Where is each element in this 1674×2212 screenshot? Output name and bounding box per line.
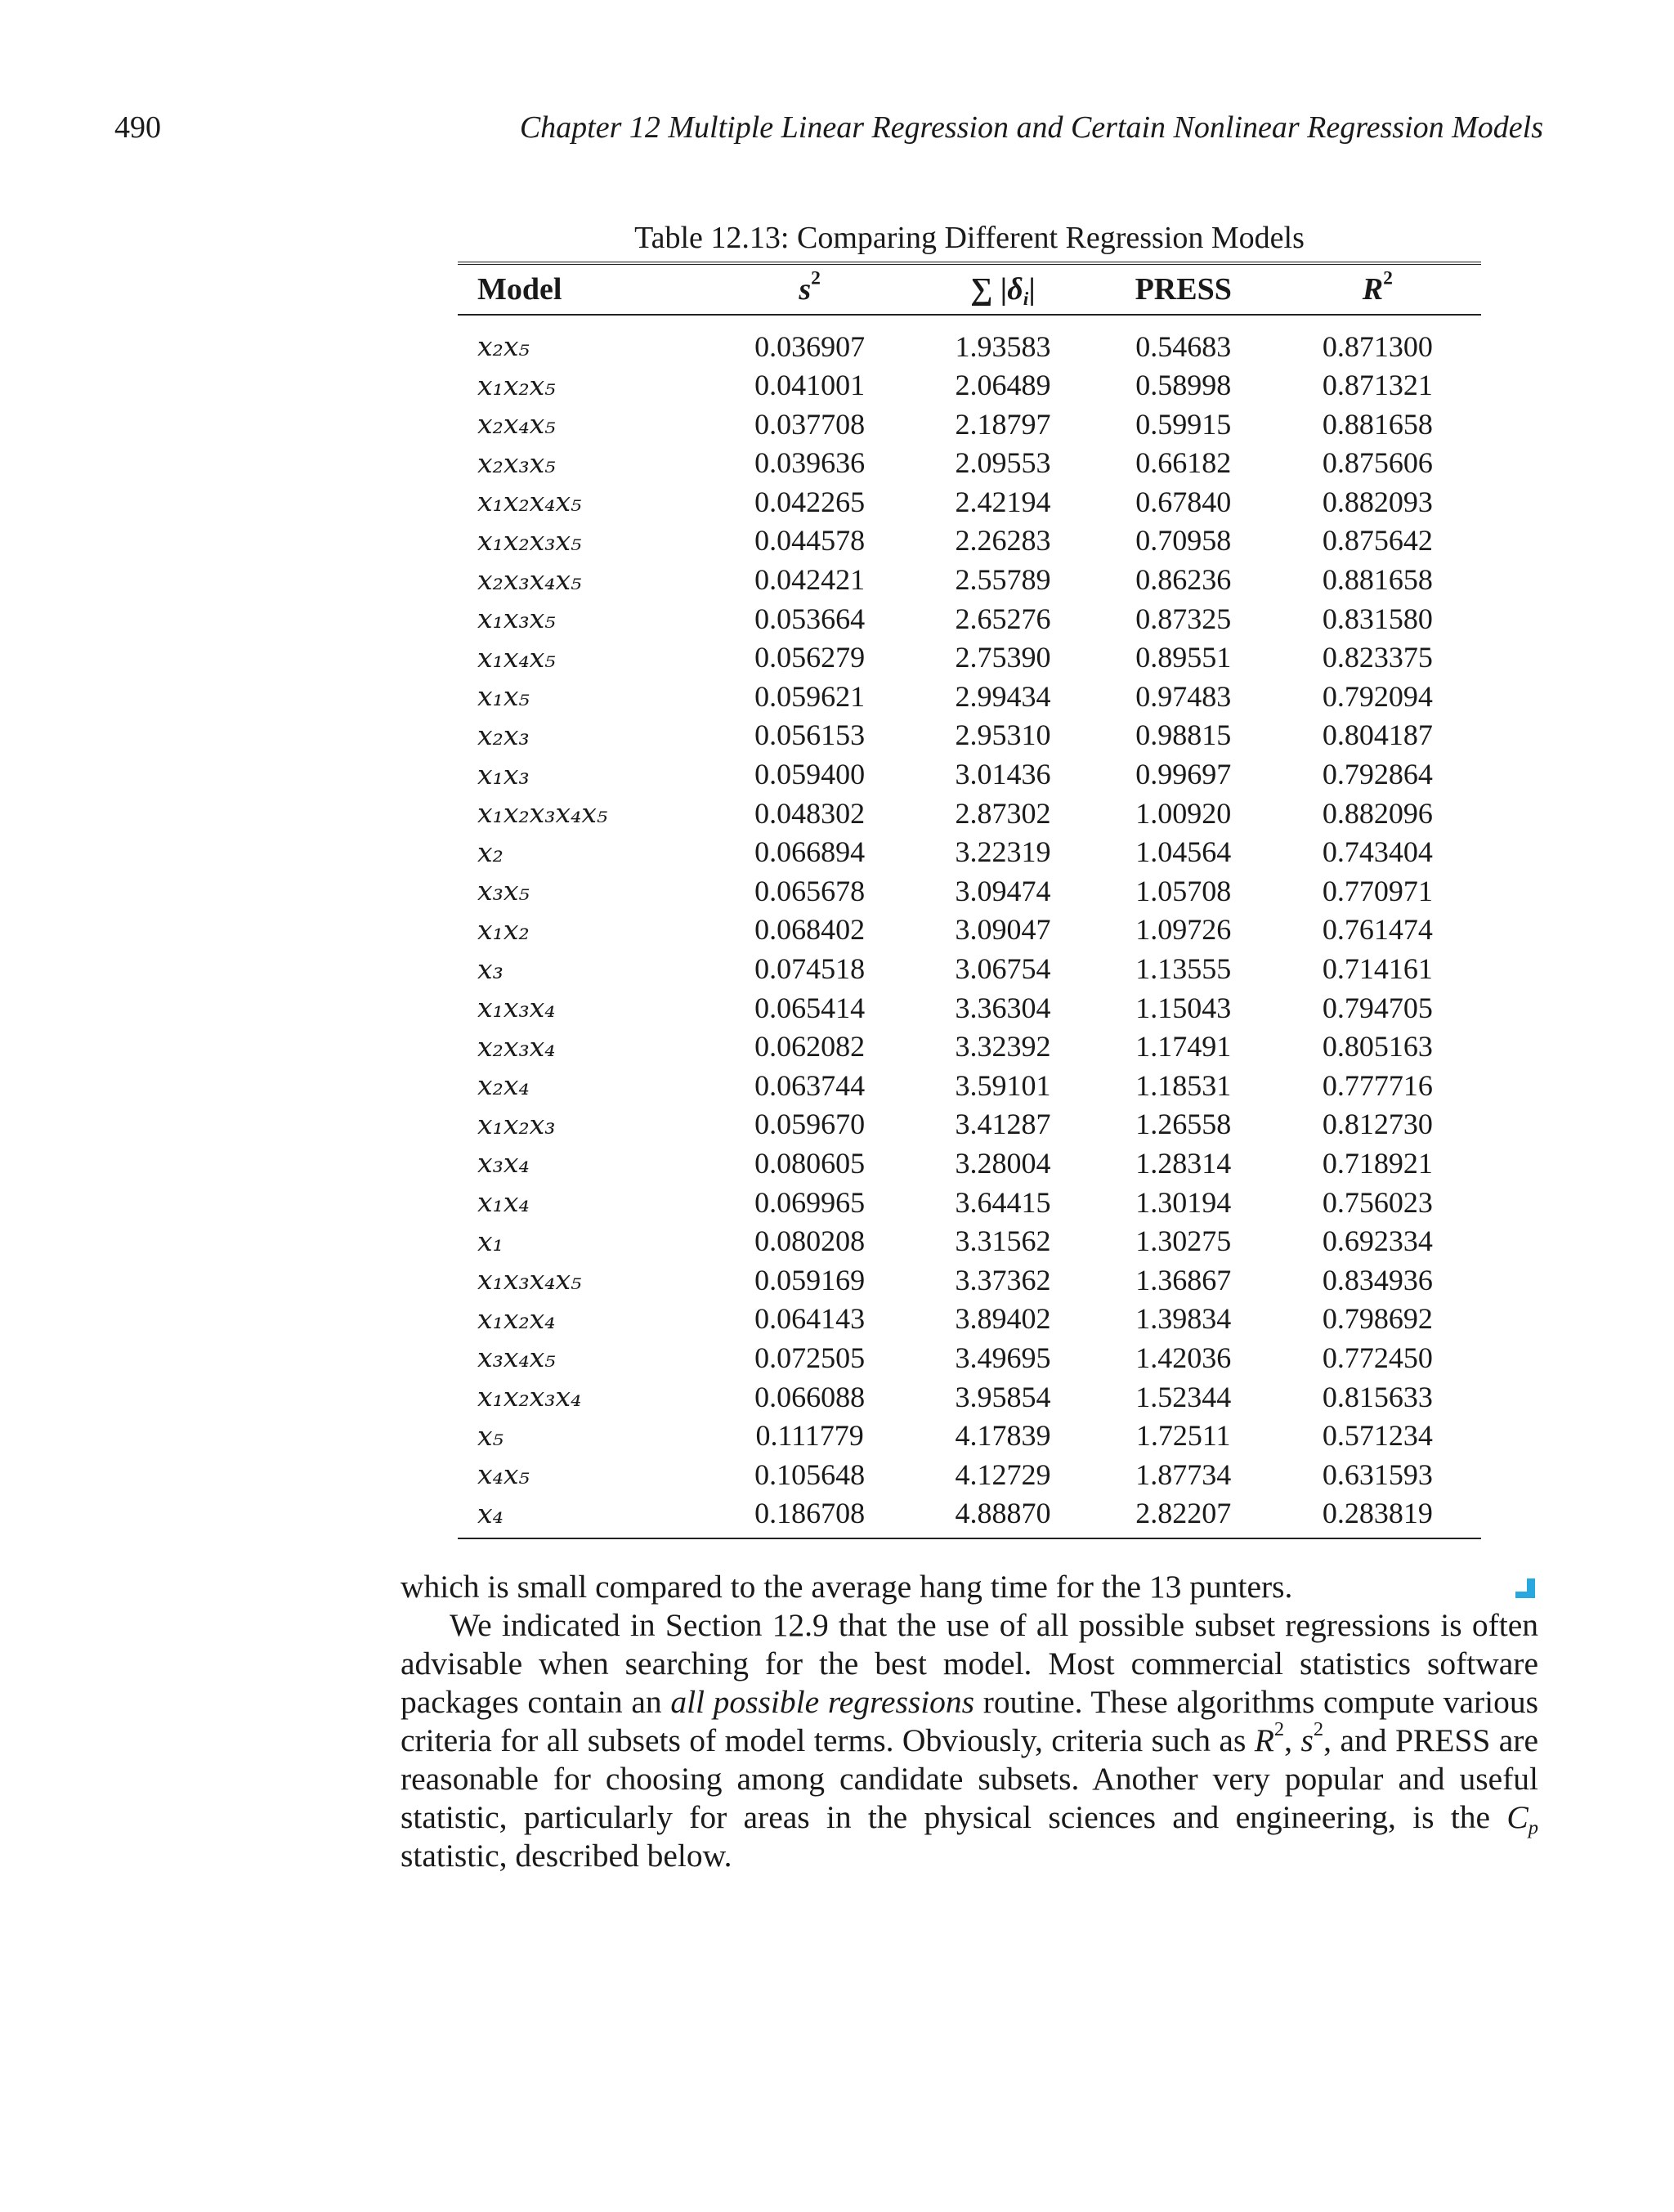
cell-sum-abs-delta: 3.89402 (955, 1302, 1051, 1336)
model-terms: x₂x₃x₄ (477, 1030, 556, 1063)
cell-r-squared: 0.882093 (1322, 485, 1433, 518)
cell-sum-abs-delta: 2.95310 (955, 719, 1051, 752)
cell-model (458, 1417, 706, 1456)
cell-s-squared: 0.066894 (754, 835, 866, 869)
model-terms: x₁x₂ (477, 913, 530, 946)
cell-r-squared: 0.756023 (1322, 1185, 1433, 1219)
cell-s-squared: 0.059169 (754, 1263, 866, 1296)
cell-press: 1.36867 (1135, 1263, 1232, 1296)
model-terms: x₅ (477, 1419, 504, 1452)
page-number: 490 (114, 110, 161, 145)
table-row (458, 833, 1481, 872)
running-head: Chapter 12 Multiple Linear Regression and Certain Nonlinear Regression Models (519, 110, 1543, 145)
model-terms: x₁ (477, 1225, 504, 1257)
table-row (458, 405, 1481, 444)
cell-s-squared: 0.074518 (754, 952, 866, 985)
cell-sum-abs-delta: 3.37362 (955, 1263, 1051, 1296)
cell-r-squared: 0.875606 (1322, 446, 1433, 480)
cell-sum-abs-delta: 3.22319 (955, 835, 1051, 869)
cell-s-squared: 0.048302 (754, 796, 866, 830)
table-row (458, 1222, 1481, 1261)
model-terms: x₁x₂x₃x₄x₅ (477, 797, 608, 830)
model-terms: x₁x₃x₄x₅ (477, 1264, 582, 1296)
table-row (458, 599, 1481, 638)
cell-press: 0.54683 (1135, 329, 1232, 363)
model-terms: x₃x₄ (477, 1147, 530, 1180)
model-terms: x₃x₅ (477, 875, 530, 907)
para2-part-b: routine. These algorithms compute various criteria for all subsets of model terms. Obviously, criteria such as (401, 1684, 1539, 1758)
cell-r-squared: 0.792094 (1322, 679, 1433, 713)
table-row (458, 1260, 1481, 1300)
cell-s-squared: 0.066088 (754, 1380, 866, 1413)
model-terms: x₂x₃ (477, 719, 530, 751)
cell-model (458, 1144, 706, 1183)
cell-model (458, 1028, 706, 1067)
s-squared-exponent: 2 (1313, 1717, 1324, 1740)
model-terms: x₂x₃x₄x₅ (477, 563, 582, 596)
cell-sum-abs-delta: 2.42194 (955, 485, 1051, 518)
cell-s-squared: 0.080208 (754, 1225, 866, 1258)
cell-r-squared: 0.743404 (1322, 835, 1433, 869)
table-row (458, 1028, 1481, 1067)
header-s-squared (706, 263, 913, 315)
cell-s-squared: 0.039636 (754, 446, 866, 480)
cell-model (458, 1066, 706, 1105)
cell-r-squared: 0.804187 (1322, 719, 1433, 752)
cell-model (458, 405, 706, 444)
cell-s-squared: 0.069965 (754, 1185, 866, 1219)
header-model: Model (477, 272, 562, 307)
cell-s-squared: 0.059621 (754, 679, 866, 713)
model-terms: x₁x₂x₅ (477, 369, 556, 401)
cell-s-squared: 0.065414 (754, 991, 866, 1024)
header-sum-symbol: ∑ (970, 272, 993, 307)
cell-r-squared: 0.770971 (1322, 874, 1433, 907)
cell-s-squared: 0.044578 (754, 524, 866, 557)
paragraph-subset-regressions (401, 1606, 1538, 1875)
cell-s-squared: 0.064143 (754, 1302, 866, 1336)
cell-model (458, 444, 706, 483)
para2-comma: , (1284, 1722, 1301, 1758)
cell-s-squared: 0.068402 (754, 913, 866, 947)
cell-r-squared: 0.283819 (1274, 1494, 1481, 1539)
model-terms: x₁x₄x₅ (477, 641, 556, 674)
r-squared-symbol: R (1254, 1722, 1274, 1758)
model-terms: x₂x₃x₅ (477, 446, 556, 479)
cell-press: 1.30275 (1135, 1225, 1232, 1258)
cell-model (458, 522, 706, 561)
cell-press: 1.00920 (1135, 796, 1232, 830)
cell-sum-abs-delta: 3.01436 (955, 758, 1051, 791)
para2-part-d: statistic, described below. (401, 1838, 732, 1874)
cell-r-squared: 0.831580 (1322, 602, 1433, 635)
cell-s-squared: 0.037708 (754, 407, 866, 441)
cell-s-squared: 0.056153 (754, 719, 866, 752)
cell-model (458, 482, 706, 522)
cell-r-squared: 0.815633 (1322, 1380, 1433, 1413)
cell-press: 1.18531 (1135, 1068, 1232, 1102)
cell-r-squared: 0.871321 (1322, 369, 1433, 402)
table-body (458, 315, 1481, 1538)
cell-sum-abs-delta: 4.17839 (955, 1419, 1051, 1453)
cell-sum-abs-delta: 4.12729 (955, 1458, 1051, 1491)
cell-press: 0.86236 (1135, 563, 1232, 597)
cell-r-squared: 0.631593 (1322, 1458, 1433, 1491)
model-terms: x₂x₄ (477, 1069, 530, 1102)
para2-part-c: , and PRESS are reasonable for choosing among candidate subsets. Another very popular and useful statistic, particularly for areas in the physical sciences and engineering, is the (401, 1722, 1538, 1835)
cp-symbol: C (1506, 1799, 1529, 1835)
cell-r-squared: 0.812730 (1322, 1108, 1433, 1141)
table-row (458, 911, 1481, 950)
cell-press: 0.87325 (1135, 602, 1232, 635)
model-terms: x₁x₂x₄ (477, 1302, 556, 1335)
header-s-exponent: 2 (811, 267, 821, 289)
cell-sum-abs-delta: 2.99434 (955, 679, 1051, 713)
cell-s-squared: 0.072505 (754, 1341, 866, 1374)
model-terms: x₂ (477, 835, 504, 868)
cell-press: 1.05708 (1135, 874, 1232, 907)
cell-r-squared: 0.871300 (1322, 329, 1433, 363)
cell-sum-abs-delta: 2.65276 (955, 602, 1051, 635)
cell-sum-abs-delta: 2.06489 (955, 369, 1051, 402)
table-row (458, 794, 1481, 833)
cell-r-squared: 0.714161 (1322, 952, 1433, 985)
cell-s-squared: 0.042265 (754, 485, 866, 518)
cell-model (458, 950, 706, 989)
cell-model (458, 716, 706, 755)
table-row (458, 755, 1481, 795)
table-row (458, 1300, 1481, 1339)
cell-r-squared: 0.718921 (1322, 1146, 1433, 1180)
cell-model (458, 366, 706, 405)
cell-r-squared: 0.792864 (1322, 758, 1433, 791)
cell-s-squared: 0.062082 (754, 1030, 866, 1063)
model-terms: x₁x₂x₃ (477, 1108, 556, 1140)
cell-press: 0.98815 (1135, 719, 1232, 752)
paragraph-conclusion (401, 1568, 1538, 1606)
r-squared-exponent: 2 (1273, 1717, 1285, 1740)
header-press: PRESS (1135, 272, 1232, 307)
header-s-symbol: s (799, 272, 812, 307)
cell-sum-abs-delta: 1.93583 (955, 329, 1051, 363)
cell-press: 0.99697 (1135, 758, 1232, 791)
header-r-symbol: R (1362, 272, 1384, 307)
cell-sum-abs-delta: 3.09474 (955, 874, 1051, 907)
cell-sum-abs-delta: 2.87302 (955, 796, 1051, 830)
cell-press: 1.42036 (1135, 1341, 1232, 1374)
cell-model (458, 561, 706, 600)
table-row (458, 366, 1481, 405)
cell-s-squared: 0.036907 (754, 329, 866, 363)
cell-model (458, 1494, 706, 1539)
cell-r-squared: 0.571234 (1322, 1419, 1433, 1453)
cell-press: 0.70958 (1135, 524, 1232, 557)
cell-sum-abs-delta: 2.55789 (955, 563, 1051, 597)
table-row (458, 638, 1481, 678)
cell-sum-abs-delta: 2.75390 (955, 641, 1051, 674)
model-terms: x₁x₂x₃x₅ (477, 524, 582, 557)
cell-press: 1.72511 (1135, 1419, 1231, 1453)
cell-model (458, 871, 706, 911)
cell-sum-abs-delta: 3.28004 (955, 1146, 1051, 1180)
cell-model (458, 599, 706, 638)
cell-model (458, 1338, 706, 1377)
cell-s-squared: 0.041001 (754, 369, 866, 402)
cell-r-squared: 0.772450 (1322, 1341, 1433, 1374)
cell-r-squared: 0.875642 (1322, 524, 1433, 557)
cell-model (458, 833, 706, 872)
cell-r-squared: 0.834936 (1322, 1263, 1433, 1296)
table-row (458, 716, 1481, 755)
cell-r-squared: 0.777716 (1322, 1068, 1433, 1102)
cell-model (458, 911, 706, 950)
model-terms: x₃x₄x₅ (477, 1341, 556, 1374)
model-terms: x₄x₅ (477, 1458, 530, 1491)
cell-r-squared: 0.805163 (1322, 1030, 1433, 1063)
table-row (458, 1066, 1481, 1105)
cell-model (458, 1300, 706, 1339)
cell-sum-abs-delta: 3.32392 (955, 1030, 1051, 1063)
model-terms: x₁x₅ (477, 680, 530, 713)
cell-press: 1.39834 (1135, 1302, 1232, 1336)
cell-model (458, 794, 706, 833)
cell-press: 1.28314 (1135, 1146, 1232, 1180)
cell-model (458, 315, 706, 366)
model-terms: x₁x₂x₃x₄ (477, 1381, 582, 1413)
regression-models-table (458, 262, 1481, 1539)
cell-s-squared: 0.105648 (754, 1458, 866, 1491)
table-row (458, 988, 1481, 1028)
cell-r-squared: 0.798692 (1322, 1302, 1433, 1336)
table-header-row (458, 263, 1481, 315)
cell-press: 1.13555 (1135, 952, 1232, 985)
para2-part-a: We indicated in Section 12.9 that the use of all possible subset regressions is often advisable when searching for the best model. Most commercial statistics software packages contain an (401, 1607, 1538, 1720)
end-of-example-icon (1515, 1578, 1535, 1598)
cell-press: 1.09726 (1135, 913, 1232, 947)
cell-sum-abs-delta: 3.06754 (955, 952, 1051, 985)
cell-model (458, 1260, 706, 1300)
cell-press: 1.30194 (1135, 1185, 1232, 1219)
model-terms: x₄ (477, 1497, 504, 1529)
header-sum-abs-delta (913, 263, 1093, 315)
table-caption: Table 12.13: Comparing Different Regression Models (634, 221, 1305, 255)
conclusion-sentence: which is small compared to the average hang time for the 13 punters. (401, 1569, 1293, 1605)
cell-r-squared: 0.881658 (1322, 563, 1433, 597)
table-row (458, 950, 1481, 989)
cell-model (458, 1183, 706, 1222)
cell-s-squared: 0.056279 (754, 641, 866, 674)
cell-s-squared: 0.042421 (754, 563, 866, 597)
cell-press: 0.97483 (1135, 679, 1232, 713)
cell-press: 2.82207 (1093, 1494, 1274, 1539)
cell-r-squared: 0.823375 (1322, 641, 1433, 674)
cell-sum-abs-delta: 3.41287 (955, 1108, 1051, 1141)
para2-emphasis: all possible regressions (670, 1684, 975, 1720)
model-terms: x₃ (477, 952, 504, 985)
cell-sum-abs-delta: 2.26283 (955, 524, 1051, 557)
model-terms: x₁x₃x₅ (477, 602, 556, 635)
cell-sum-abs-delta: 3.09047 (955, 913, 1051, 947)
cell-s-squared: 0.059400 (754, 758, 866, 791)
model-terms: x₁x₂x₄x₅ (477, 486, 582, 518)
header-r-squared (1274, 263, 1481, 315)
table-row (458, 1183, 1481, 1222)
cell-press: 1.26558 (1135, 1108, 1232, 1141)
table-row (458, 482, 1481, 522)
cell-s-squared: 0.059670 (754, 1108, 866, 1141)
cell-r-squared: 0.881658 (1322, 407, 1433, 441)
table-row (458, 315, 1481, 366)
header-delta-open: |δ (1000, 272, 1023, 307)
cell-sum-abs-delta: 2.09553 (955, 446, 1051, 480)
cell-model (458, 638, 706, 678)
table-row (458, 1417, 1481, 1456)
cell-sum-abs-delta: 3.31562 (955, 1225, 1051, 1258)
cp-subscript-letter: p (1528, 1816, 1538, 1839)
cell-model (458, 677, 706, 716)
table-row (458, 1377, 1481, 1417)
table-row (458, 1105, 1481, 1144)
cell-press: 1.15043 (1135, 991, 1232, 1024)
cell-press: 1.04564 (1135, 835, 1232, 869)
table-row (458, 1455, 1481, 1494)
cell-press: 0.89551 (1135, 641, 1232, 674)
cell-sum-abs-delta: 3.59101 (955, 1068, 1051, 1102)
regression-table-block (458, 219, 1481, 1539)
cell-press: 0.67840 (1135, 485, 1232, 518)
cell-press: 1.17491 (1135, 1030, 1232, 1063)
table-row (458, 522, 1481, 561)
cell-s-squared: 0.080605 (754, 1146, 866, 1180)
table-row (458, 871, 1481, 911)
model-terms: x₁x₃ (477, 758, 530, 790)
cell-press: 1.52344 (1135, 1380, 1232, 1413)
cell-sum-abs-delta: 4.88870 (913, 1494, 1093, 1539)
cell-s-squared: 0.063744 (754, 1068, 866, 1102)
cell-r-squared: 0.761474 (1322, 913, 1433, 947)
cell-sum-abs-delta: 3.64415 (955, 1185, 1051, 1219)
model-terms: x₂x₄x₅ (477, 408, 556, 441)
cell-sum-abs-delta: 2.18797 (955, 407, 1051, 441)
header-delta-close: | (1028, 272, 1036, 307)
header-r-exponent: 2 (1383, 267, 1393, 289)
cell-model (458, 1455, 706, 1494)
cell-model (458, 755, 706, 795)
cell-r-squared: 0.794705 (1322, 991, 1433, 1024)
table-row (458, 561, 1481, 600)
s-squared-symbol: s (1300, 1722, 1314, 1758)
header-delta-subscript: i (1023, 289, 1029, 311)
cell-sum-abs-delta: 3.36304 (955, 991, 1051, 1024)
cell-s-squared: 0.186708 (706, 1494, 913, 1539)
cell-sum-abs-delta: 3.49695 (955, 1341, 1051, 1374)
cp-subscript (1529, 1816, 1538, 1838)
table-row (458, 677, 1481, 716)
table-row (458, 1144, 1481, 1183)
cell-model (458, 1377, 706, 1417)
cell-r-squared: 0.692334 (1322, 1225, 1433, 1258)
cell-model (458, 988, 706, 1028)
cell-s-squared: 0.111779 (755, 1419, 864, 1453)
cell-s-squared: 0.065678 (754, 874, 866, 907)
model-terms: x₁x₄ (477, 1186, 530, 1219)
cell-sum-abs-delta: 3.95854 (955, 1380, 1051, 1413)
cell-s-squared: 0.053664 (754, 602, 866, 635)
model-terms: x₁x₃x₄ (477, 992, 556, 1024)
cell-press: 0.59915 (1135, 407, 1232, 441)
table-row (458, 1338, 1481, 1377)
model-terms: x₂x₅ (477, 330, 530, 362)
table-row (458, 1494, 1481, 1539)
cell-model (458, 1222, 706, 1261)
cell-press: 1.87734 (1135, 1458, 1232, 1491)
table-row (458, 444, 1481, 483)
cell-press: 0.58998 (1135, 369, 1232, 402)
cell-press: 0.66182 (1135, 446, 1232, 480)
cell-model (458, 1105, 706, 1144)
cell-r-squared: 0.882096 (1322, 796, 1433, 830)
body-text (401, 1568, 1538, 1875)
